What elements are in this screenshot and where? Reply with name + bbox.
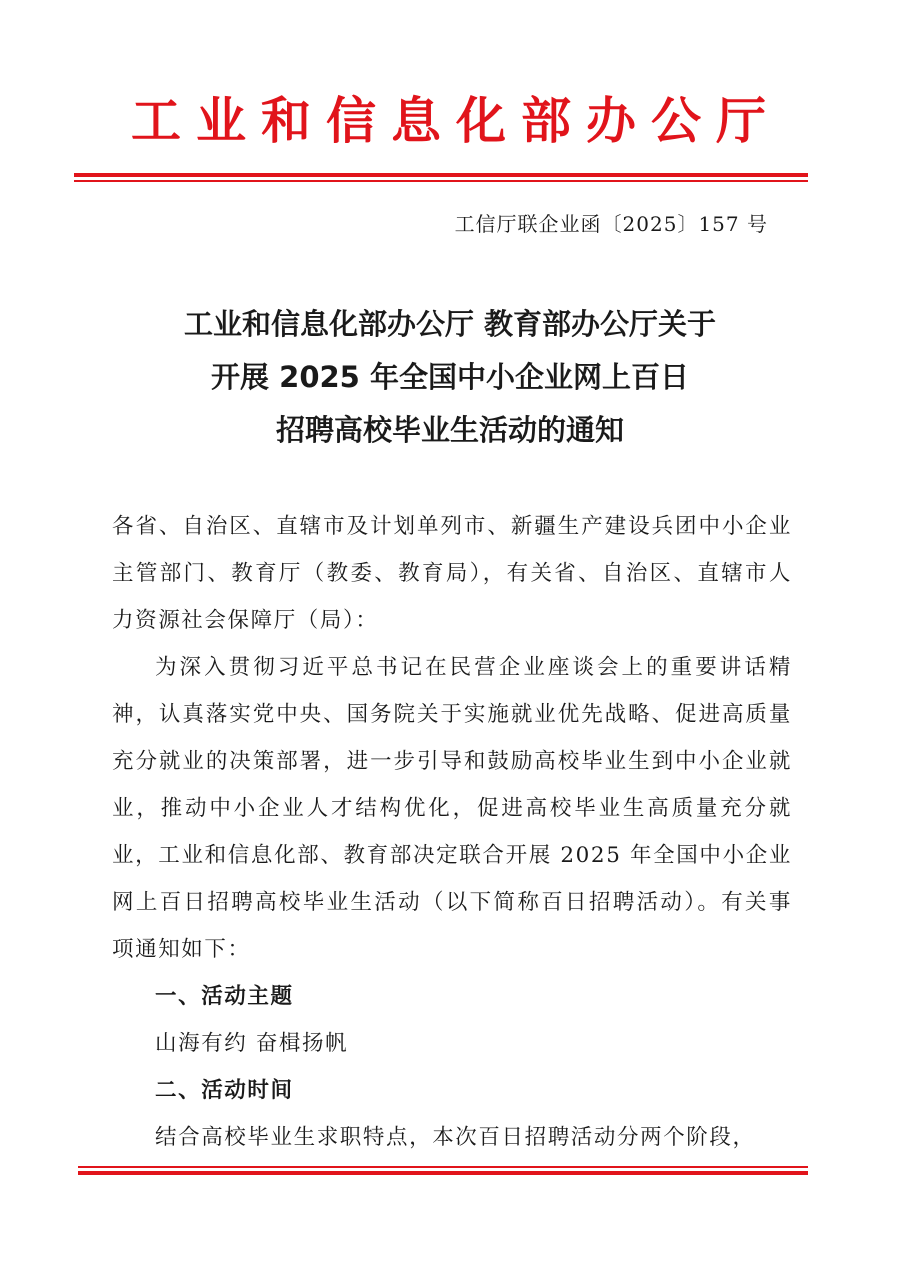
document-title bbox=[0, 298, 900, 457]
title-line-1: 工业和信息化部办公厅 教育部办公厅关于 bbox=[183, 307, 717, 341]
footer-thin-line bbox=[78, 1166, 808, 1168]
footer-thick-line bbox=[78, 1171, 808, 1175]
section-2-text: 结合高校毕业生求职特点，本次百日招聘活动分两个阶段， bbox=[155, 1125, 756, 1150]
title-line-2: 开展 2025 年全国中小企业网上百日 bbox=[211, 360, 689, 394]
section-1-heading: 一、活动主题 bbox=[155, 984, 294, 1009]
section-1-text: 山海有约 奋楫扬帆 bbox=[155, 1031, 349, 1056]
issuer-masthead: 工业和信息化部办公厅 bbox=[131, 92, 781, 150]
divider-thick-line bbox=[74, 173, 808, 177]
masthead-divider bbox=[74, 173, 808, 182]
document-number: 工信厅联企业函〔2025〕157 号 bbox=[454, 212, 768, 236]
section-2-heading: 二、活动时间 bbox=[155, 1078, 294, 1103]
footer-divider bbox=[78, 1166, 808, 1175]
addressee-paragraph: 各省、自治区、直辖市及计划单列市、新疆生产建设兵团中小企业主管部门、教育厅（教委、教育局），有关省、自治区、直辖市人力资源社会保障厅（局）： bbox=[112, 514, 792, 633]
document-body bbox=[112, 503, 792, 1161]
divider-thin-line bbox=[74, 180, 808, 182]
intro-paragraph: 为深入贯彻习近平总书记在民营企业座谈会上的重要讲话精神，认真落实党中央、国务院关于实施就业优先战略、促进高质量充分就业的决策部署，进一步引导和鼓励高校毕业生到中小企业就业，推动中小企业人才结构优化，促进高校毕业生高质量充分就业，工业和信息化部、教育部决定联合开展 2025 年全国中小企业网上百日招聘高校毕业生活动（以下简称百日招聘活动）。有关事项通知如下： bbox=[112, 655, 792, 962]
title-line-3: 招聘高校毕业生活动的通知 bbox=[275, 413, 624, 447]
